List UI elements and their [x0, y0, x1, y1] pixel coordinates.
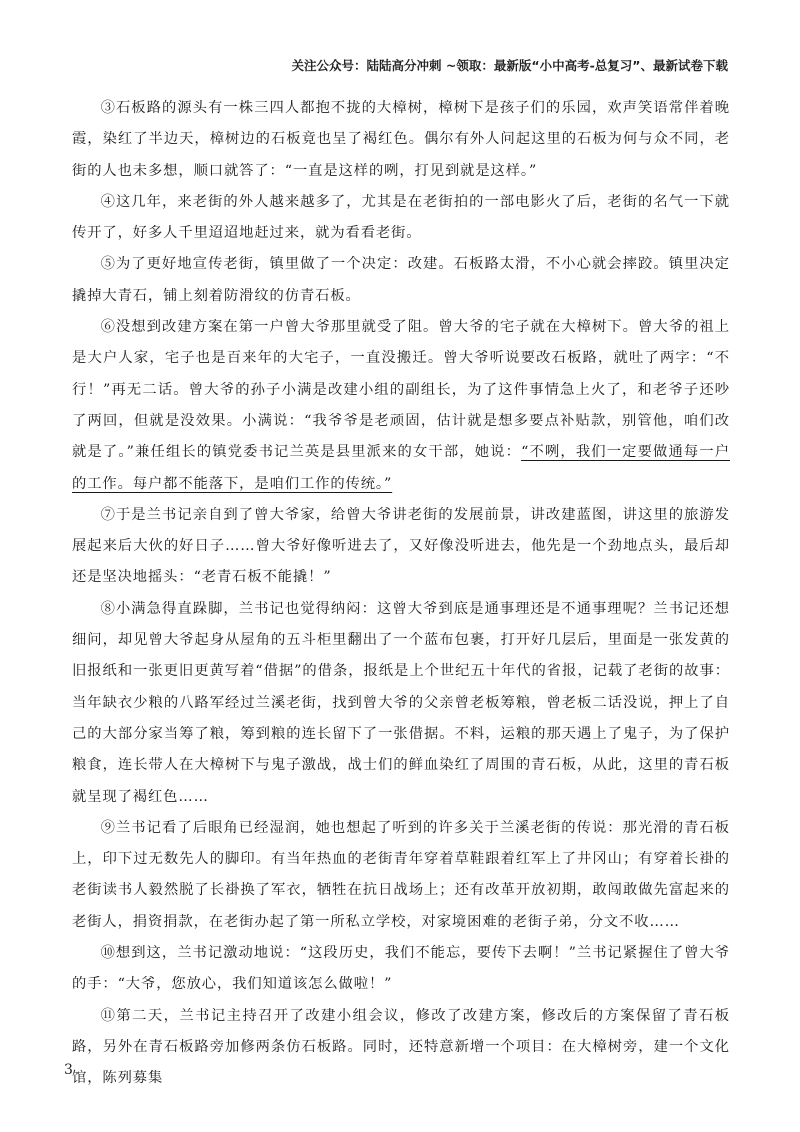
- paragraph-3: ③石板路的源头有一株三四人都抱不拢的大樟树，樟树下是孩子们的乐园，欢声笑语常伴着晚霞，染红了半边天，樟树边的石板竟也呈了褐红色。偶尔有外人问起这里的石板为何与众不同，老街的人也未多想，顺口就答了：“一直是这样的咧，打见到就是这样。”: [72, 100, 730, 179]
- paragraph-6: [72, 312, 730, 500]
- underlined-quote: “不咧，我们一定要做通每一户的工作。每户都不能落下，是咱们工作的传统。”: [72, 444, 730, 492]
- page-number: 3: [64, 1062, 73, 1078]
- paragraph-8: ⑧小满急得直跺脚，兰书记也觉得纳闷：这曾大爷到底是通事理还是不通事理呢？兰书记还想细问，却见曾大爷起身从屋角的五斗柜里翻出了一个蓝布包裹，打开好几层后，里面是一张发黄的旧报纸和一张更旧更黄写着“借据”的借条，报纸是上个世纪五十年代的省报，记载了老街的故事：当年缺衣少粮的八路军经过兰溪老街，找到曾大爷的父亲曾老板筹粮，曾老板二话没说，押上了自己的大部分家当筹了粮，筹到粮的连长留下了一张借据。不料，运粮的那天遇上了鬼子，为了保护粮食，连长带人在大樟树下与鬼子激战，战士们的鲜血染红了周围的青石板，从此，这里的青石板就呈现了褐红色……: [72, 600, 730, 805]
- paragraph-10: ⑩想到这，兰书记激动地说：“这段历史，我们不能忘，要传下去啊！”兰书记紧握住了曾大爷的手：“大爷，您放心，我们知道该怎么做啦！”: [72, 945, 730, 993]
- paragraph-9: ⑨兰书记看了后眼角已经湿润，她也想起了听到的许多关于兰溪老街的传说：那光滑的青石板上，印下过无数先人的脚印。有当年热血的老街青年穿着草鞋跟着红军上了井冈山；有穿着长褂的老街读书人毅然脱了长褂换了军衣，牺牲在抗日战场上；还有改革开放初期，敢闯敢做先富起来的老街人，捐资捐款，在老街办起了第一所私立学校，对家境困难的老街子弟，分文不收……: [72, 819, 730, 930]
- article-body: [72, 93, 730, 1095]
- paragraph-6-text: ⑥没想到改建方案在第一户曾大爷那里就受了阻。曾大爷的宅子就在大樟树下。曾大爷的祖上是大户人家，宅子也是百来年的大宅子，一直没搬迁。曾大爷听说要改石板路，就吐了两字：“不行！”再无二话。曾大爷的孙子小满是改建小组的副组长，为了这件事情急上火了，和老爷子还吵了两回，但就是没效果。小满说：“我爷爷是老顽固，估计就是想多要点补贴款，别管他，咱们改就是了。”兼任组长的镇党委书记兰英是县里派来的女干部，她说：: [72, 319, 730, 461]
- paragraph-4: ④这几年，来老街的外人越来越多了，尤其是在老街拍的一部电影火了后，老街的名气一下就传开了，好多人千里迢迢地赶过来，就为看看老街。: [72, 193, 730, 242]
- page-header: 关注公众号：陆陆高分冲刺 ~领取：最新版“小中高考-总复习”、最新试卷下载: [291, 58, 728, 73]
- paragraph-11: ⑪第二天，兰书记主持召开了改建小组会议，修改了改建方案，修改后的方案保留了青石板路，另外在青石板路旁加修两条仿石板路。同时，还特意新增一个项目：在大樟树旁，建一个文化馆，陈列募集: [72, 1007, 730, 1087]
- paragraph-7: ⑦于是兰书记亲自到了曾大爷家，给曾大爷讲老街的发展前景，讲改建蓝图，讲这里的旅游发展起来后大伙的好日子……曾大爷好像听进去了，又好像没听进去，他先是一个劲地点头，最后却还是坚决地摇头：“老青石板不能撬！”: [72, 506, 730, 586]
- paragraph-5: ⑤为了更好地宣传老街，镇里做了一个决定：改建。石板路太滑，不小心就会摔跤。镇里决定撬掉大青石，铺上刻着防滑纹的仿青石板。: [72, 256, 730, 304]
